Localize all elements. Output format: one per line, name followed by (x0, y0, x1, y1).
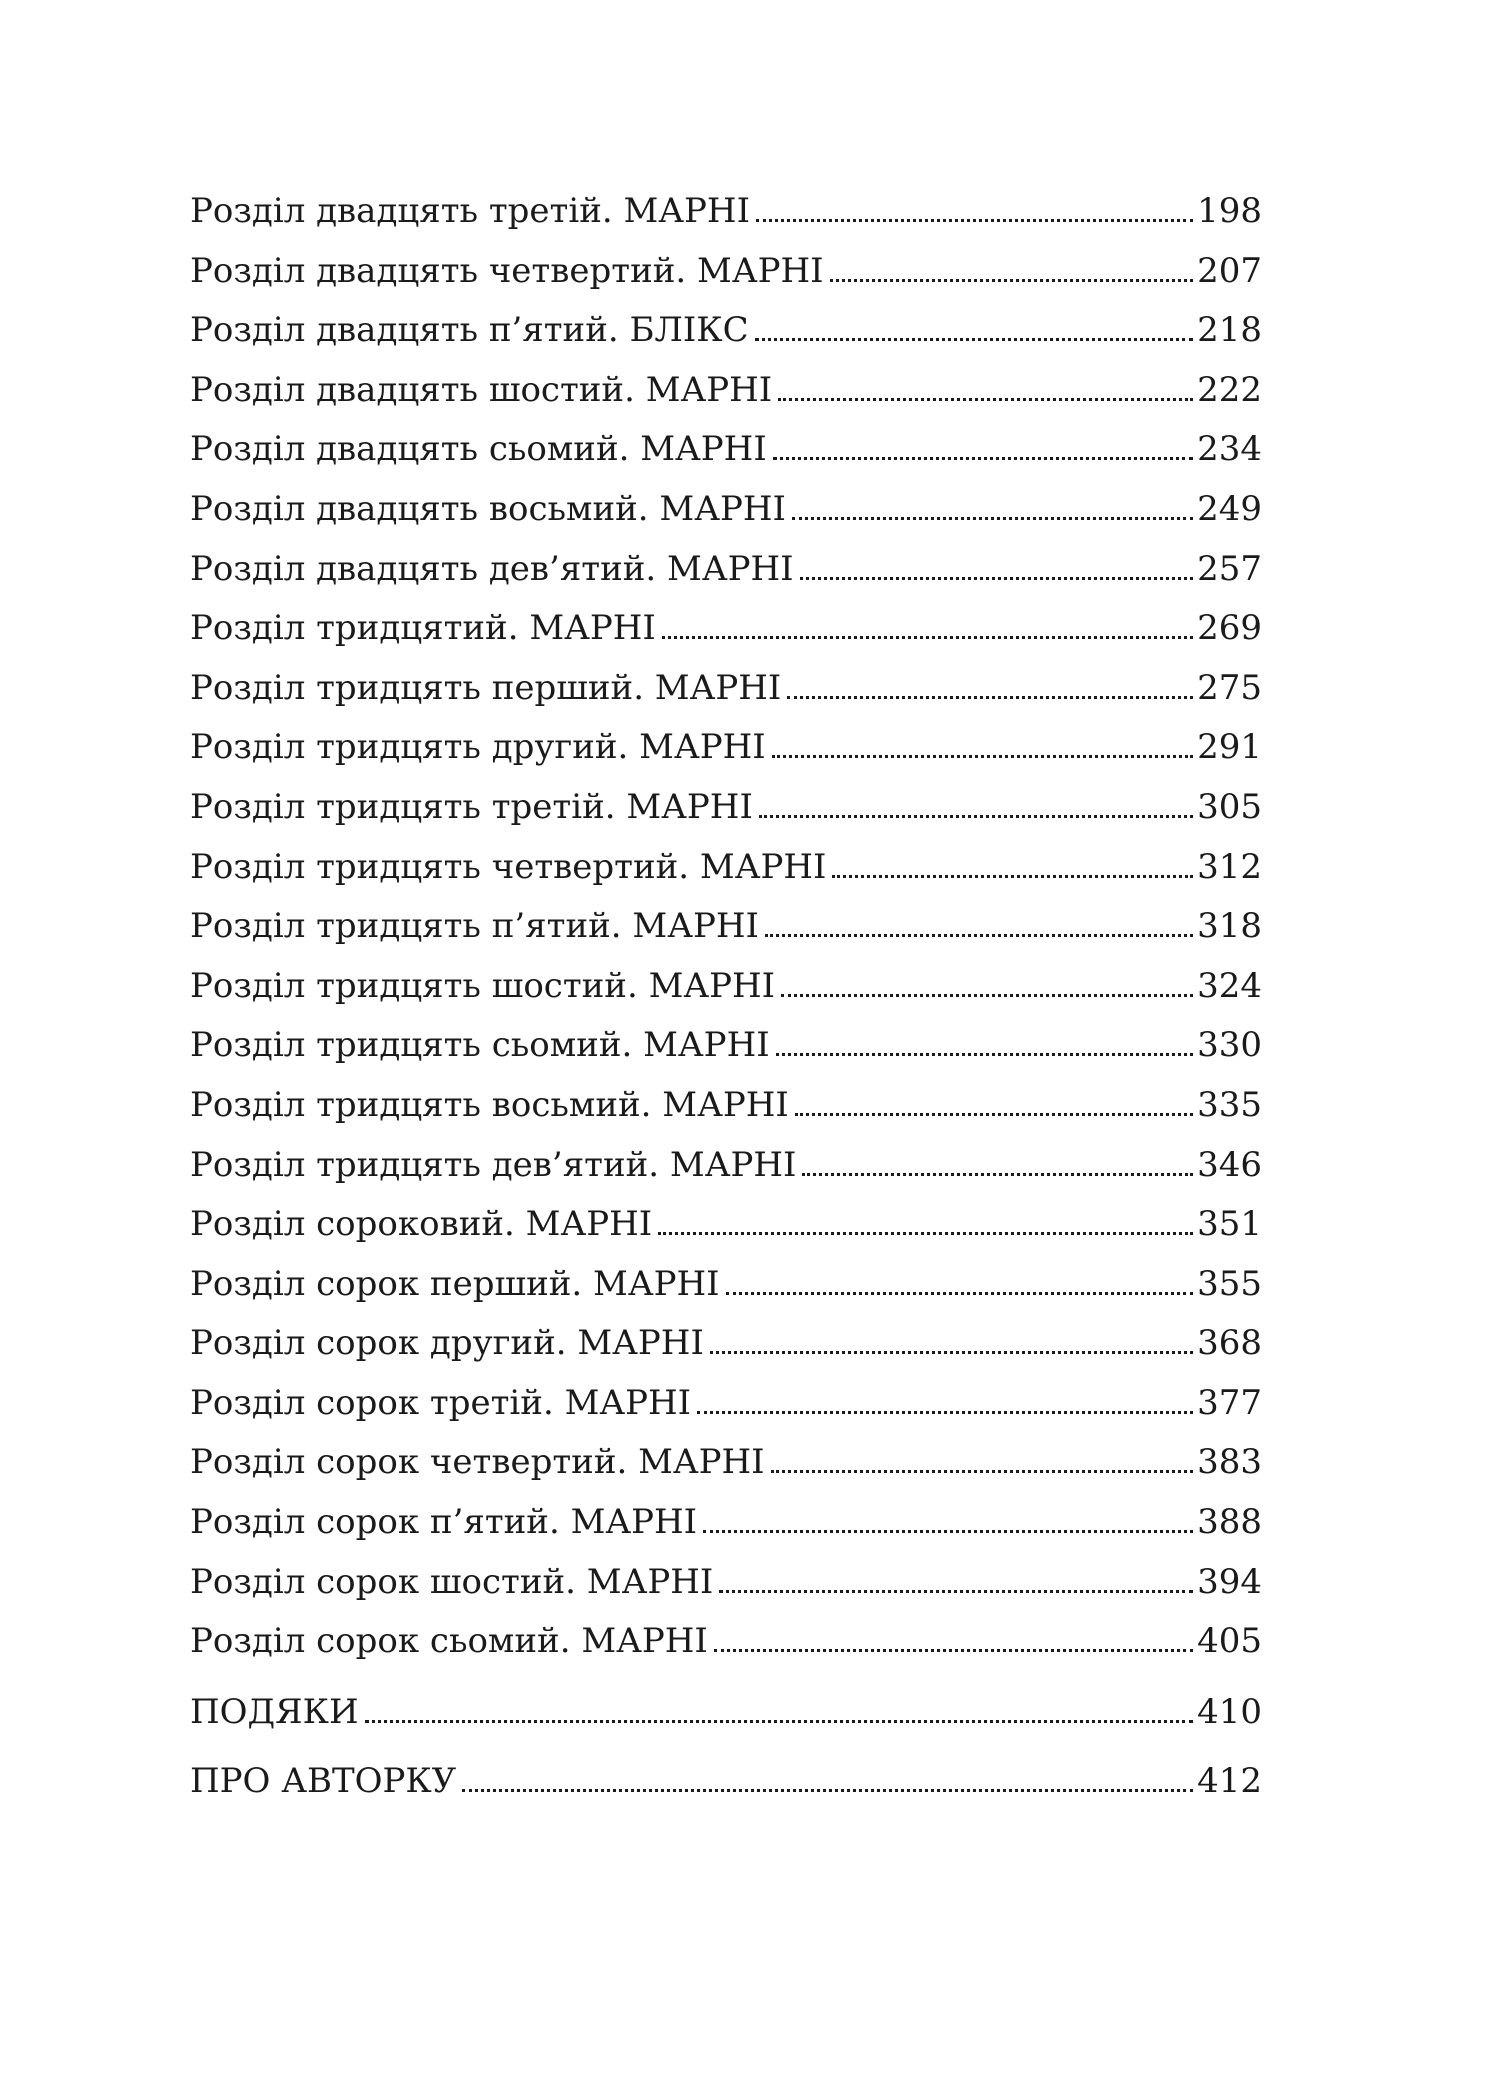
entry-page-number: 324 (1197, 965, 1262, 1006)
dot-leader (658, 1232, 1193, 1235)
dot-leader (703, 1530, 1193, 1533)
entry-title: Розділ двадцять сьомий. МАРНІ (190, 429, 767, 470)
toc-entry[interactable] (190, 242, 1262, 302)
entry-title: Розділ двадцять п’ятий. БЛІКС (190, 310, 749, 351)
toc-entry[interactable] (190, 1016, 1262, 1076)
dot-leader (781, 994, 1193, 997)
toc-entry[interactable] (190, 182, 1262, 242)
entry-title: Розділ тридцять другий. МАРНІ (190, 727, 766, 768)
dot-leader (830, 279, 1194, 282)
entry-page-number: 405 (1197, 1621, 1262, 1662)
entry-title: Розділ сорок четвертий. МАРНІ (190, 1442, 765, 1483)
entry-title: Розділ тридцять п’ятий. МАРНІ (190, 906, 759, 947)
dot-leader (776, 1053, 1193, 1056)
toc-entry[interactable] (190, 1076, 1262, 1136)
entry-title: Розділ сорок перший. МАРНІ (190, 1263, 720, 1304)
dot-leader (756, 219, 1193, 222)
toc-entry[interactable] (190, 1255, 1262, 1315)
entry-page-number: 269 (1197, 608, 1262, 649)
entry-title: Розділ тридцять шостий. МАРНІ (190, 965, 776, 1006)
toc-entry-about-author[interactable] (190, 1747, 1262, 1816)
dot-leader (802, 1173, 1193, 1176)
dot-leader (697, 1411, 1193, 1414)
entry-page-number: 198 (1197, 191, 1262, 231)
toc-entry[interactable] (190, 1195, 1262, 1255)
dot-leader (832, 875, 1193, 878)
entry-page-number: 394 (1197, 1561, 1262, 1602)
entry-page-number: 377 (1197, 1382, 1262, 1423)
dot-leader (365, 1720, 1194, 1723)
toc-entry[interactable] (190, 718, 1262, 778)
entry-page-number: 275 (1197, 667, 1262, 708)
entry-page-number: 218 (1197, 310, 1262, 351)
entry-title: Розділ двадцять дев’ятий. МАРНІ (190, 548, 794, 589)
toc-entry-acknowledgements[interactable] (190, 1678, 1262, 1747)
entry-title: Розділ сорок третій. МАРНІ (190, 1382, 692, 1423)
entry-title: Розділ тридцять сьомий. МАРНІ (190, 1025, 770, 1066)
dot-leader (800, 577, 1194, 580)
entry-page-number: 351 (1197, 1204, 1262, 1245)
toc-entry[interactable] (190, 1433, 1262, 1493)
entry-page-number: 305 (1197, 786, 1262, 827)
dot-leader (778, 398, 1193, 401)
entry-title: Розділ двадцять четвертий. МАРНІ (190, 250, 824, 291)
entry-page-number: 257 (1197, 548, 1262, 589)
toc-entry[interactable] (190, 897, 1262, 957)
entry-page-number: 249 (1197, 488, 1262, 529)
dot-leader (714, 1649, 1193, 1652)
entry-page-number: 383 (1197, 1442, 1262, 1483)
entry-page-number: 388 (1197, 1502, 1262, 1543)
entry-title: Розділ двадцять шостий. МАРНІ (190, 369, 773, 410)
entry-title: Розділ сорок сьомий. МАРНІ (190, 1621, 708, 1662)
dot-leader (759, 815, 1193, 818)
dot-leader (772, 755, 1193, 758)
entry-title: ПРО АВТОРКУ (190, 1760, 457, 1801)
toc-entry[interactable] (190, 1493, 1262, 1553)
entry-title: Розділ двадцять восьмий. МАРНІ (190, 488, 786, 529)
toc-entry[interactable] (190, 540, 1262, 600)
toc-entry[interactable] (190, 957, 1262, 1017)
toc-entry[interactable] (190, 1612, 1262, 1672)
entry-title: Розділ тридцятий. МАРНІ (190, 608, 656, 649)
toc-entry[interactable] (190, 361, 1262, 421)
entry-page-number: 207 (1197, 250, 1262, 291)
entry-page-number: 222 (1197, 369, 1262, 410)
dot-leader (773, 457, 1193, 460)
dot-leader (755, 338, 1193, 341)
entry-page-number: 368 (1197, 1323, 1262, 1364)
dot-leader (726, 1292, 1194, 1295)
entry-page-number: 412 (1197, 1760, 1262, 1801)
toc-entry[interactable] (190, 599, 1262, 659)
toc-entry[interactable] (190, 1553, 1262, 1613)
dot-leader (462, 1789, 1193, 1792)
dot-leader (765, 934, 1193, 937)
toc-entry[interactable] (190, 838, 1262, 898)
entry-title: ПОДЯКИ (190, 1691, 359, 1732)
entry-title: Розділ сорок шостий. МАРНІ (190, 1561, 714, 1602)
toc-entry[interactable] (190, 1374, 1262, 1434)
toc-entry[interactable] (190, 1314, 1262, 1374)
dot-leader (771, 1470, 1193, 1473)
entry-page-number: 312 (1197, 846, 1262, 887)
dot-leader (795, 1113, 1193, 1116)
entry-page-number: 318 (1197, 906, 1262, 947)
entry-title: Розділ тридцять четвертий. МАРНІ (190, 846, 827, 887)
entry-page-number: 355 (1197, 1263, 1262, 1304)
dot-leader (662, 636, 1193, 639)
entry-page-number: 330 (1197, 1025, 1262, 1066)
entry-title: Розділ тридцять дев’ятий. МАРНІ (190, 1144, 797, 1185)
entry-title: Розділ сорок п’ятий. МАРНІ (190, 1502, 698, 1543)
entry-page-number: 410 (1197, 1691, 1262, 1732)
dot-leader (719, 1590, 1193, 1593)
toc-entry[interactable] (190, 778, 1262, 838)
entry-page-number: 346 (1197, 1144, 1262, 1185)
entry-page-number: 234 (1197, 429, 1262, 470)
entry-title: Розділ тридцять третій. МАРНІ (190, 786, 753, 827)
entry-title: Розділ двадцять третій. МАРНІ (190, 191, 751, 231)
entry-title: Розділ тридцять восьмий. МАРНІ (190, 1084, 789, 1125)
table-of-contents (190, 182, 1262, 1816)
entry-title: Розділ сорок другий. МАРНІ (190, 1323, 704, 1364)
toc-entry[interactable] (190, 420, 1262, 480)
toc-entry[interactable] (190, 659, 1262, 719)
toc-entry[interactable] (190, 480, 1262, 540)
entry-page-number: 291 (1197, 727, 1262, 768)
toc-entry[interactable] (190, 1136, 1262, 1196)
dot-leader (787, 696, 1193, 699)
toc-entry[interactable] (190, 301, 1262, 361)
dot-leader (792, 517, 1193, 520)
entry-page-number: 335 (1197, 1084, 1262, 1125)
entry-title: Розділ тридцять перший. МАРНІ (190, 667, 782, 708)
dot-leader (710, 1351, 1193, 1354)
entry-title: Розділ сороковий. МАРНІ (190, 1204, 653, 1245)
